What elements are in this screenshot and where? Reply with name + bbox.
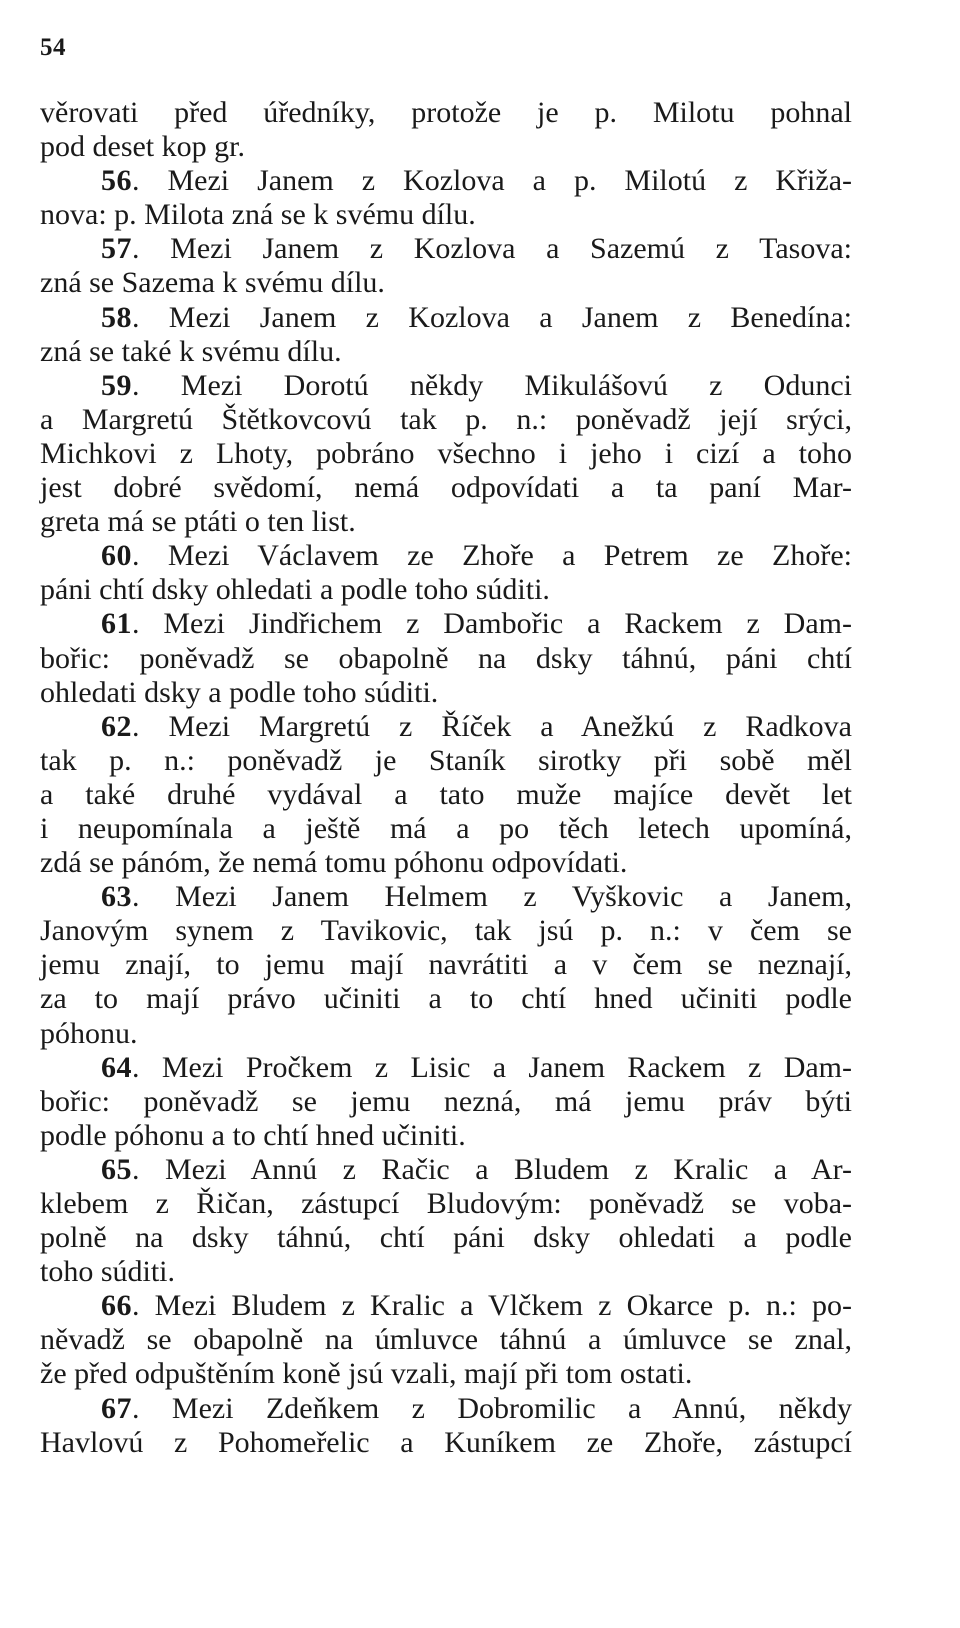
- page-number: 54: [40, 34, 66, 61]
- text-line: [40, 778, 852, 812]
- line-text: a Margretú Štětkovcovú tak p. n.: poněvadž její srýci,: [40, 402, 852, 436]
- line-text: věrovati před úředníky, protože je p. Milotu pohnal: [40, 96, 852, 129]
- text-line: [40, 812, 852, 846]
- paragraph-start-line: [40, 880, 852, 914]
- line-text: . Mezi Margretú z Říček a Anežkú z Radkova: [132, 709, 852, 743]
- paragraph-number: 60: [101, 539, 132, 573]
- line-text: bořic: poněvadž se jemu nezná, má jemu práv býti: [40, 1084, 852, 1118]
- text-line: [40, 573, 852, 607]
- line-text: . Mezi Zdeňkem z Dobromilic a Annú, někdy: [132, 1391, 852, 1425]
- paragraph-number: 66: [101, 1289, 132, 1323]
- paragraph-start-line: [40, 539, 852, 573]
- text-line: [40, 676, 852, 710]
- line-text: zdá se pánóm, že nemá tomu póhonu odpovídati.: [40, 846, 628, 880]
- paragraph-number: 67: [101, 1391, 132, 1425]
- line-text: . Mezi Pročkem z Lisic a Janem Rackem z Dam-: [132, 1050, 852, 1084]
- text-line: [40, 1187, 852, 1221]
- text-line: [40, 846, 852, 880]
- line-text: póhonu.: [40, 1016, 138, 1050]
- line-text: něvadž se obapolně na úmluvce táhnú a úmluvce se znal,: [40, 1323, 852, 1357]
- paragraph-start-line: [40, 710, 852, 744]
- text-line: [40, 403, 852, 437]
- line-text: klebem z Řičan, zástupcí Bludovým: poněvadž se voba-: [40, 1187, 852, 1220]
- line-text: páni chtí dsky ohledati a podle toho súditi.: [40, 573, 550, 607]
- line-text: Havlovú z Pohomeřelic a Kuníkem ze Zhoře, zástupcí: [40, 1425, 852, 1459]
- text-line: [40, 1323, 852, 1357]
- paragraph-number: 59: [101, 368, 132, 402]
- paragraph-number: 61: [101, 607, 132, 641]
- line-text: . Mezi Václavem ze Zhoře a Petrem ze Zhoře:: [132, 539, 852, 573]
- line-text: greta má se ptáti o ten list.: [40, 505, 356, 539]
- line-text: . Mezi Annú z Račic a Bludem z Kralic a Ar-: [132, 1152, 852, 1186]
- line-text: . Mezi Janem z Kozlova a Sazemú z Tasova:: [132, 232, 852, 266]
- line-text: a také druhé vydával a tato muže majíce devět let: [40, 777, 852, 811]
- line-text: Janovým synem z Tavikovic, tak jsú p. n.: v čem se: [40, 914, 852, 948]
- paragraph-start-line: [40, 1051, 852, 1085]
- line-text: ohledati dsky a podle toho súditi.: [40, 675, 439, 709]
- paragraph-start-line: [40, 1153, 852, 1187]
- page-text: [40, 96, 852, 1460]
- text-line: [40, 1017, 852, 1051]
- text-line: [40, 198, 852, 232]
- paragraph-start-line: [40, 1392, 852, 1426]
- text-line: [40, 437, 852, 471]
- text-line: [40, 1255, 852, 1289]
- line-text: toho súditi.: [40, 1255, 176, 1289]
- paragraph-start-line: [40, 301, 852, 335]
- text-line: [40, 914, 852, 948]
- paragraph-number: 62: [101, 709, 132, 743]
- line-text: i neupomínala a ještě má a po těch letech upomíná,: [40, 811, 852, 845]
- line-text: . Mezi Janem Helmem z Vyškovic a Janem,: [132, 880, 852, 914]
- line-text: zná se Sazema k svému dílu.: [40, 266, 385, 300]
- line-text: zná se také k svému dílu.: [40, 334, 342, 368]
- text-line: [40, 982, 852, 1016]
- text-line: [40, 1085, 852, 1119]
- text-line: [40, 1119, 852, 1153]
- text-line: [40, 266, 852, 300]
- text-line: [40, 505, 852, 539]
- line-text: že před odpuštěním koně jsú vzali, mají při tom ostati.: [40, 1357, 693, 1391]
- text-line: [40, 1357, 852, 1391]
- line-text: nova: p. Milota zná se k svému dílu.: [40, 198, 476, 232]
- text-line: [40, 96, 852, 130]
- text-line: [40, 1426, 852, 1460]
- line-text: . Mezi Janem z Kozlova a p. Milotú z Křiža-: [132, 164, 852, 198]
- text-line: [40, 948, 852, 982]
- paragraph-number: 65: [101, 1152, 132, 1186]
- line-text: jest dobré svědomí, nemá odpovídati a ta paní Mar-: [40, 471, 852, 505]
- line-text: . Mezi Dorotú někdy Mikulášovú z Odunci: [132, 368, 852, 402]
- text-line: [40, 130, 852, 164]
- text-line: [40, 642, 852, 676]
- line-text: podle póhonu a to chtí hned učiniti.: [40, 1118, 466, 1152]
- text-line: [40, 1221, 852, 1255]
- line-text: jemu znají, to jemu mají navrátiti a v čem se neznají,: [40, 948, 852, 982]
- paragraph-number: 64: [101, 1050, 132, 1084]
- paragraph-number: 56: [101, 164, 132, 198]
- text-line: [40, 335, 852, 369]
- line-text: . Mezi Jindřichem z Dambořic a Rackem z Dam-: [132, 607, 852, 641]
- paragraph-number: 58: [101, 300, 132, 334]
- line-text: tak p. n.: poněvadž je Staník sirotky při sobě měl: [40, 743, 852, 777]
- paragraph-start-line: [40, 232, 852, 266]
- paragraph-start-line: [40, 164, 852, 198]
- text-line: [40, 471, 852, 505]
- line-text: Michkovi z Lhoty, pobráno všechno i jeho i cizí a toho: [40, 436, 852, 470]
- text-line: [40, 744, 852, 778]
- line-text: . Mezi Bludem z Kralic a Vlčkem z Okarce p. n.: po-: [132, 1289, 852, 1323]
- line-text: polně na dsky táhnú, chtí páni dsky ohledati a podle: [40, 1221, 852, 1255]
- line-text: za to mají právo učiniti a to chtí hned učiniti podle: [40, 982, 852, 1016]
- paragraph-start-line: [40, 369, 852, 403]
- line-text: . Mezi Janem z Kozlova a Janem z Benedína:: [132, 300, 852, 334]
- paragraph-start-line: [40, 1289, 852, 1323]
- paragraph-number: 57: [101, 232, 132, 266]
- paragraph-number: 63: [101, 880, 132, 914]
- paragraph-start-line: [40, 607, 852, 641]
- line-text: bořic: poněvadž se obapolně na dsky táhnú, páni chtí: [40, 641, 852, 675]
- line-text: pod deset kop gr.: [40, 130, 245, 164]
